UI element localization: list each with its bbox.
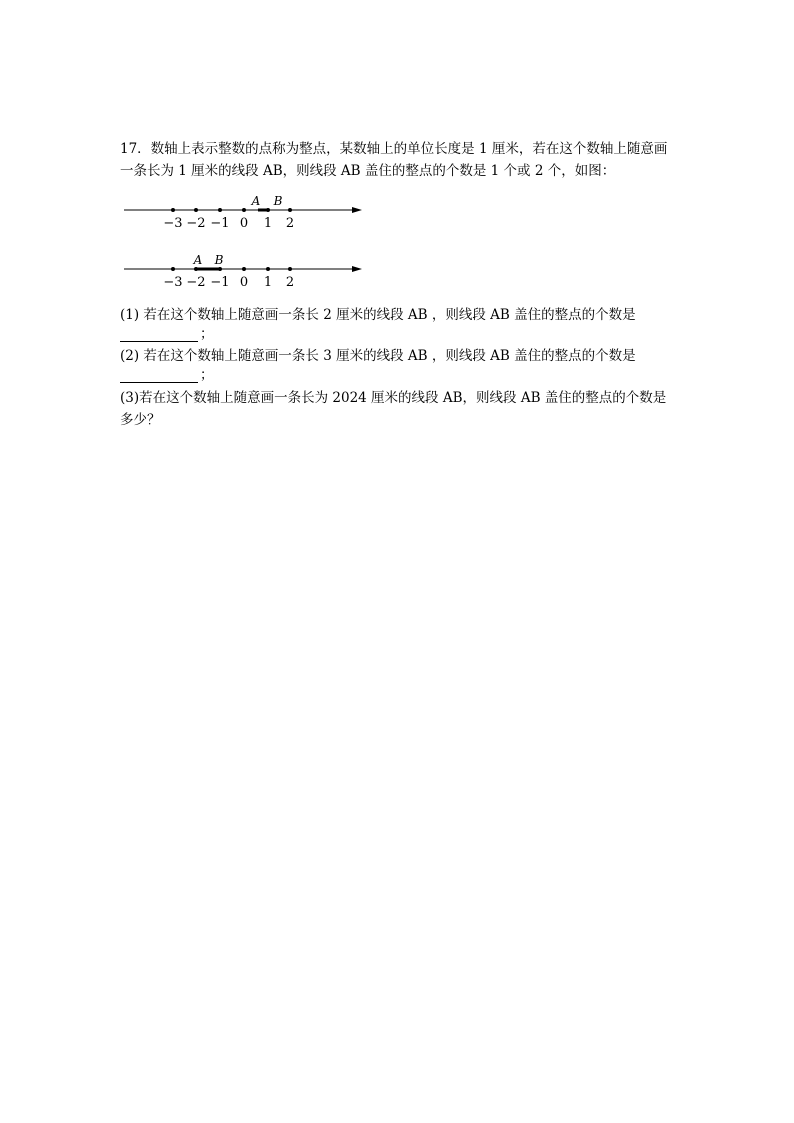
integer-point-1: [266, 208, 270, 212]
tick-label: −2: [186, 275, 206, 290]
point-a-label: A: [193, 253, 203, 267]
integer-point-0: [242, 208, 246, 212]
question-2-end: ；: [200, 367, 214, 383]
integer-point-neg3: [171, 208, 175, 212]
integer-point-neg3: [171, 267, 175, 271]
question-1-answer-blank[interactable]: [120, 329, 198, 342]
tick-label: −3: [163, 275, 183, 290]
tick-label: −3: [163, 216, 183, 231]
integer-point-neg1: [218, 208, 222, 212]
integer-point-0: [242, 267, 246, 271]
number-line-figure-2: [118, 251, 368, 290]
question-2-text: (2) 若在这个数轴上随意画一条长 3 厘米的线段 AB ，则线段 AB 盖住的整点的个数是: [120, 348, 636, 364]
point-b-label: B: [214, 253, 224, 267]
point-b-label: B: [273, 194, 283, 208]
problem-intro-line-2: 一条长为 1 厘米的线段 AB，则线段 AB 盖住的整点的个数是 1 个或 2 个，如图：: [120, 163, 616, 179]
question-2-answer-row: [120, 367, 214, 383]
integer-point-neg2: [194, 267, 198, 271]
question-2-answer-blank[interactable]: [120, 370, 198, 383]
tick-label: −1: [210, 275, 230, 290]
integer-point-2: [288, 267, 292, 271]
point-a-label: A: [251, 194, 261, 208]
question-3-text-line-1: (3)若在这个数轴上随意画一条长为 2024 厘米的线段 AB，则线段 AB 盖住的整点的个数是: [120, 390, 667, 406]
number-line-figure-1: [118, 192, 368, 231]
tick-label: 2: [285, 275, 295, 290]
tick-label: −2: [186, 216, 206, 231]
axis-arrow-icon: [352, 266, 362, 272]
problem-intro-line-1: 17．数轴上表示整数的点称为整点，某数轴上的单位长度是 1 厘米，若在这个数轴上随意画: [120, 141, 668, 157]
tick-label: 0: [239, 216, 249, 231]
tick-label: 2: [285, 216, 295, 231]
tick-label: 1: [263, 216, 273, 231]
integer-point-neg1: [218, 267, 222, 271]
integer-point-2: [288, 208, 292, 212]
tick-label: 1: [263, 275, 273, 290]
question-3-text-line-2: 多少？: [120, 412, 161, 428]
question-1-end: ；: [200, 326, 214, 342]
tick-label: 0: [239, 275, 249, 290]
axis-arrow-icon: [352, 207, 362, 213]
integer-point-neg2: [194, 208, 198, 212]
question-1-answer-row: [120, 326, 214, 342]
tick-label: −1: [210, 216, 230, 231]
question-1-text: (1) 若在这个数轴上随意画一条长 2 厘米的线段 AB ，则线段 AB 盖住的整点的个数是: [120, 307, 636, 323]
integer-point-1: [266, 267, 270, 271]
